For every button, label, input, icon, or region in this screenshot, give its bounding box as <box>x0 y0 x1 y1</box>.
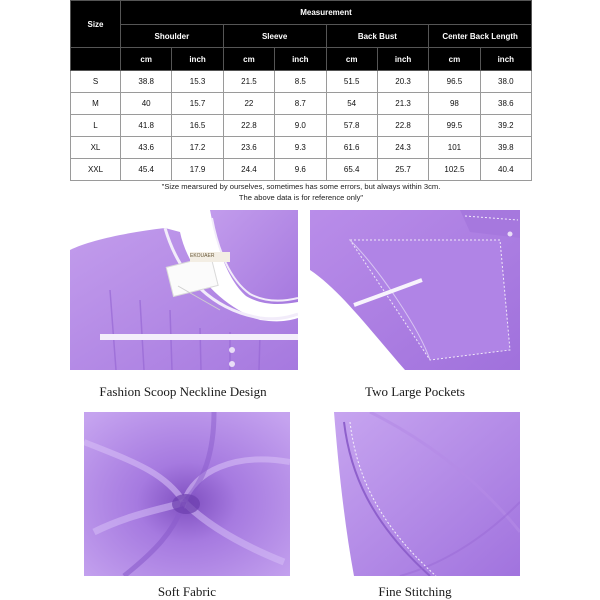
size-cell: XXL <box>71 159 121 181</box>
table-row <box>71 137 532 159</box>
table-cell: 101 <box>429 137 480 159</box>
table-cell: 9.3 <box>275 137 326 159</box>
table-cell: 38.8 <box>121 71 172 93</box>
brand-tag-text: EKOUAER <box>190 253 215 259</box>
unit-header: cm <box>326 48 377 71</box>
size-header-blank <box>71 48 121 71</box>
table-cell: 102.5 <box>429 159 480 181</box>
table-cell: 51.5 <box>326 71 377 93</box>
table-cell: 22 <box>223 93 274 115</box>
table-cell: 22.8 <box>223 115 274 137</box>
table-cell: 21.3 <box>377 93 428 115</box>
measurement-note <box>70 181 532 203</box>
table-cell: 41.8 <box>121 115 172 137</box>
neckline-photo <box>70 210 298 370</box>
unit-header: cm <box>223 48 274 71</box>
table-cell: 38.0 <box>480 71 531 93</box>
table-cell: 23.6 <box>223 137 274 159</box>
table-cell: 15.7 <box>172 93 223 115</box>
size-cell: L <box>71 115 121 137</box>
unit-header: inch <box>172 48 223 71</box>
table-cell: 96.5 <box>429 71 480 93</box>
table-cell: 65.4 <box>326 159 377 181</box>
group-header-back-bust: Back Bust <box>326 25 429 48</box>
unit-header: inch <box>480 48 531 71</box>
table-row <box>71 115 532 137</box>
table-cell: 45.4 <box>121 159 172 181</box>
size-header: Size <box>71 1 121 48</box>
table-cell: 99.5 <box>429 115 480 137</box>
unit-header: cm <box>121 48 172 71</box>
measurement-header: Measurement <box>121 1 532 25</box>
table-cell: 40.4 <box>480 159 531 181</box>
table-cell: 24.3 <box>377 137 428 159</box>
group-header-shoulder: Shoulder <box>121 25 224 48</box>
stitching-photo <box>310 412 520 576</box>
fabric-photo <box>84 412 290 576</box>
table-cell: 39.2 <box>480 115 531 137</box>
note-line-1: "Size mearsured by ourselves, sometimes has some errors, but always within 3cm. <box>161 182 441 191</box>
table-cell: 9.0 <box>275 115 326 137</box>
table-cell: 24.4 <box>223 159 274 181</box>
table-cell: 17.9 <box>172 159 223 181</box>
caption-neckline: Fashion Scoop Neckline Design <box>99 384 267 399</box>
caption-fabric: Soft Fabric <box>157 584 217 599</box>
table-cell: 25.7 <box>377 159 428 181</box>
size-cell: XL <box>71 137 121 159</box>
table-cell: 15.3 <box>172 71 223 93</box>
table-cell: 54 <box>326 93 377 115</box>
pockets-photo <box>310 210 520 370</box>
table-cell: 22.8 <box>377 115 428 137</box>
table-cell: 39.8 <box>480 137 531 159</box>
table-cell: 98 <box>429 93 480 115</box>
table-row <box>71 71 532 93</box>
table-cell: 21.5 <box>223 71 274 93</box>
table-cell: 8.7 <box>275 93 326 115</box>
size-cell: M <box>71 93 121 115</box>
size-cell: S <box>71 71 121 93</box>
unit-header: inch <box>377 48 428 71</box>
table-cell: 61.6 <box>326 137 377 159</box>
table-row <box>71 93 532 115</box>
table-cell: 40 <box>121 93 172 115</box>
table-cell: 16.5 <box>172 115 223 137</box>
table-cell: 57.8 <box>326 115 377 137</box>
table-cell: 9.6 <box>275 159 326 181</box>
group-header-center-back-length: Center Back Length <box>429 25 532 48</box>
unit-header: inch <box>275 48 326 71</box>
table-cell: 38.6 <box>480 93 531 115</box>
table-cell: 8.5 <box>275 71 326 93</box>
table-cell: 20.3 <box>377 71 428 93</box>
caption-pockets: Two Large Pockets <box>365 384 465 399</box>
note-line-2: The above data is for reference only" <box>238 193 364 202</box>
caption-stitching: Fine Stitching <box>378 584 452 599</box>
table-cell: 43.6 <box>121 137 172 159</box>
table-cell: 17.2 <box>172 137 223 159</box>
unit-header: cm <box>429 48 480 71</box>
table-row <box>71 159 532 181</box>
group-header-sleeve: Sleeve <box>223 25 326 48</box>
size-chart-table <box>70 0 532 181</box>
